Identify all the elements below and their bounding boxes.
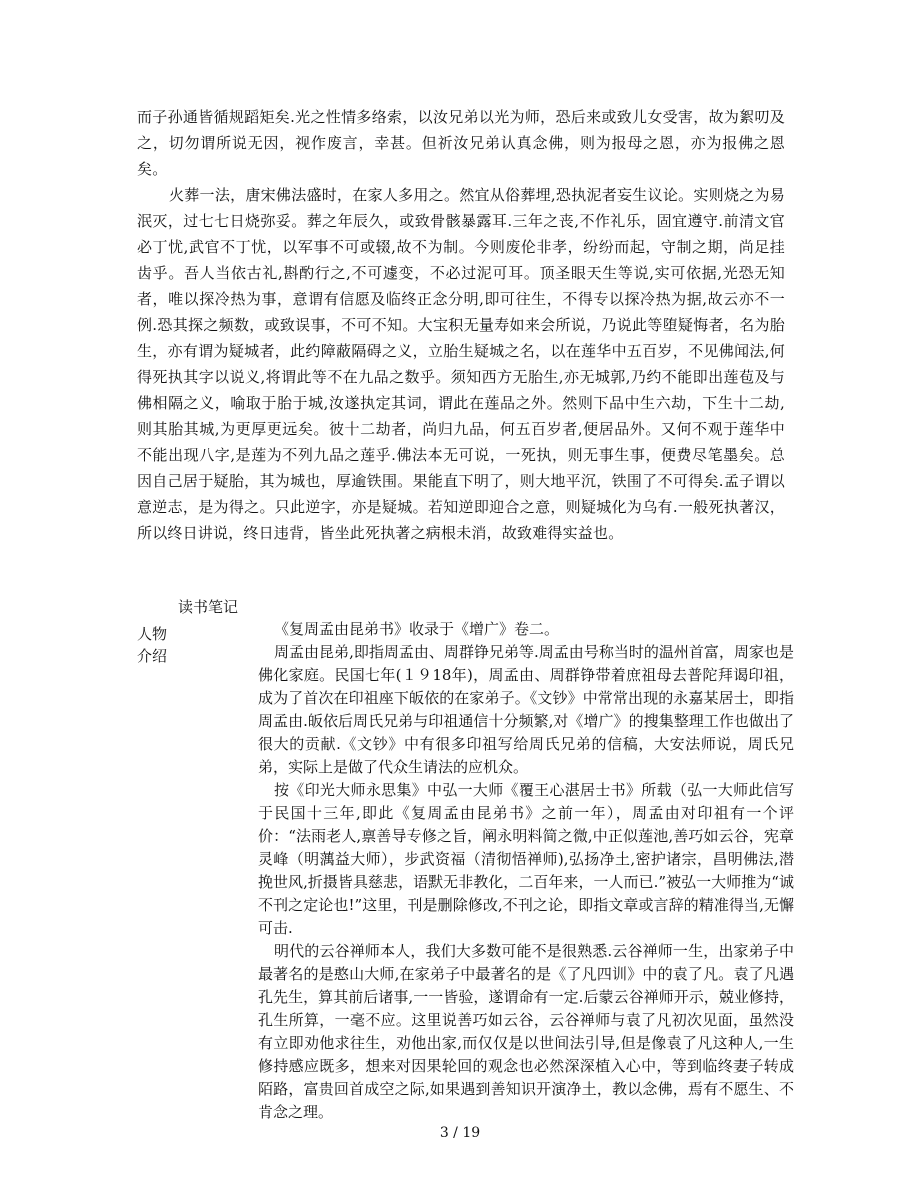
letter-paragraph: 火葬一法，唐宋佛法盛时，在家人多用之。然宜从俗葬埋,恐执泥者妄生议论。实则烧之为易泯灭，过七七日烧弥妥。葬之年辰久，或致骨骸暴露耳.三年之丧,不作礼乐，固宜遵守.前清文官必丁忧,武官不丁忧，以军事不可或辍,故不为制。今则废伦非孝，纷纷而起，守制之期，尚足挂齿乎。吾人当依古礼,斟酌行之,不可遽变，不必过泥可耳。顶圣眼天生等说,实可依据,光恐无知者，唯以探冷热为事，意谓有信愿及临终正念分明,即可往生，不得专以探冷热为据,故云亦不一例.恐其探之频数，或致误事，不可不知。大宝积无量寿如来会所说，乃说此等堕疑悔者，名为胎生，亦有谓为疑城者，此约障蔽隔碍之义，立胎生疑城之名，以在莲华中五百岁，不见佛闻法,何得死执其字以说义,将谓此等不在九品之数乎。须知西方无胎生,亦无城郭,乃约不能即出莲苞及与佛相隔之义，喻取于胎于城,汝遂执定其词，谓此在莲品之外。然则下品中生六劫，下生十二劫,则其胎其城,为更厚更远矣。彼十二劫者，尚归九品，何五百岁者,便居品外。又何不观于莲华中不能出现八字,是莲为不列九品之莲乎.佛法本无可说，一死执，则无事生事，便费尽笔墨矣。总因自己居于疑胎，其为城也，厚逾铁围。果能直下明了，则大地平沉，铁围了不可得矣.孟子谓以意逆志，是为得之。只此逆字，亦是疑城。若知逆即迎合之意，则疑城化为乌有.一般死执著汉，所以终日讲说，终日违背，皆坐此死执著之病根未消，故致难得实益也。 [137, 186, 785, 542]
page-number: 3 / 19 [439, 1125, 481, 1141]
notes-paragraph: 周孟由昆弟,即指周孟由、周群铮兄弟等.周孟由号称当时的温州首富，周家也是佛化家庭。民国七年(１９18年)，周孟由、周群铮带着庶祖母去普陀拜谒印祖，成为了首次在印祖座下皈依的在家弟子。《文钞》中常常出现的永嘉某居士，即指周孟由.皈依后周氏兄弟与印祖通信十分频繁,对《增广》的搜集整理工作也做出了很大的贡献.《文钞》中有很多印祖写给周氏兄弟的信稿，大安法师说，周氏兄弟，实际上是做了代众生请法的应机众。 [258, 643, 794, 776]
side-label-person: 人物 [137, 625, 168, 643]
letter-paragraph: 而子孙通皆循规蹈矩矣.光之性情多络索，以汝兄弟以光为师，恐后来或致儿女受害，故为絮叨及之，切勿谓所说无因，视作废言，幸甚。但祈汝兄弟认真念佛，则为报母之恩，亦为报佛之恩矣。 [137, 108, 785, 178]
notes-paragraph: 《复周孟由昆弟书》收录于《增广》卷二。 [274, 620, 560, 638]
notes-paragraph: 按《印光大师永思集》中弘一大师《覆王心湛居士书》所载（弘一大师此信写于民国十三年,即此《复周孟由昆弟书》之前一年），周孟由对印祖有一个评价：“法雨老人,禀善导专修之旨，阐永明料简之微,中正似莲池,善巧如云谷，宪章灵峰（明蕅益大师），步武资福（清彻悟禅师),弘扬净土,密护诸宗，昌明佛法,潜挽世风,折摄皆具慈悲，语默无非教化，二百年来，一人而已.”被弘一大师推为“诚不刊之定论也!”这里，刊是删除修改,不刊之论，即指文章或言辞的精准得当,无懈可击. [258, 781, 794, 937]
notes-title: 读书笔记 [178, 598, 239, 616]
notes-paragraph: 明代的云谷禅师本人，我们大多数可能不是很熟悉.云谷禅师一生，出家弟子中最著名的是憨山大师,在家弟子中最著名的是《了凡四训》中的袁了凡。袁了凡遇孔先生，算其前后诸事,一一皆验，遂谓命有一定.后蒙云谷禅师开示，兢业修持，孔生所算，一毫不应。这里说善巧如云谷，云谷禅师与袁了凡初次见面，虽然没有立即劝他求往生，劝他出家,而仅仅是以世间法引导,但是像袁了凡这种人,一生修持感应既多，想来对因果轮回的观念也必然深深植入心中，等到临终妻子转成陌路，富贵回首成空之际,如果遇到善知识开演净土，教以念佛，焉有不愿生、不肯念之理。 [258, 942, 794, 1121]
notes-body [258, 618, 794, 1124]
letter-body [137, 104, 785, 546]
side-label-intro: 介绍 [137, 647, 168, 665]
